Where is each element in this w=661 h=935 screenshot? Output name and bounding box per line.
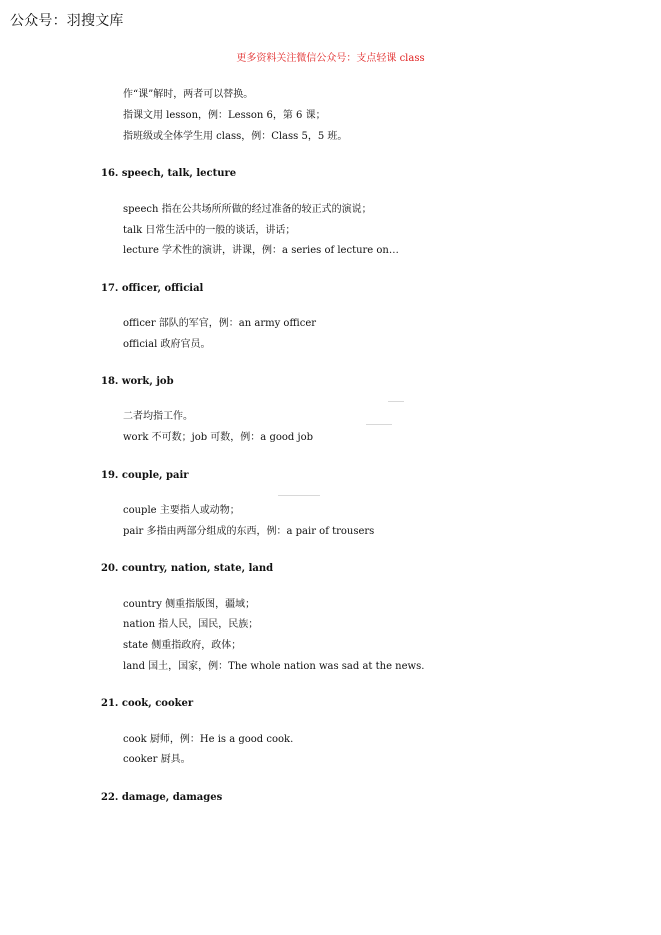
section-line: cooker 厨具。 — [123, 754, 191, 765]
section-line: country 侧重指版图，疆域； — [123, 599, 256, 610]
section-line: nation 指人民，国民，民族； — [123, 619, 259, 630]
section-line: state 侧重指政府，政体； — [123, 640, 242, 651]
section-line: lecture 学术性的演讲，讲课，例：a series of lecture on… — [123, 245, 399, 256]
section-line: speech 指在公共场所所做的经过准备的较正式的演说； — [123, 204, 372, 215]
header-promo: 更多资料关注微信公众号：支点轻课 class — [236, 53, 425, 64]
section-line: couple 主要指人或动物； — [123, 505, 240, 516]
section-heading: 20. country, nation, state, land — [101, 563, 274, 574]
section-line: 二者均指工作。 — [123, 411, 193, 422]
section-heading: 19. couple, pair — [101, 470, 189, 481]
section-line: officer 部队的军官，例：an army officer — [123, 318, 317, 329]
section-heading: 16. speech, talk, lecture — [101, 168, 237, 179]
scan-artifact — [278, 495, 320, 496]
section-line: pair 多指由两部分组成的东西，例：a pair of trousers — [123, 526, 375, 537]
section-line: land 国土，国家，例：The whole nation was sad at the news. — [123, 661, 425, 672]
scan-artifact — [388, 401, 404, 402]
section-heading: 21. cook, cooker — [101, 698, 194, 709]
section-heading: 22. damage, damages — [101, 792, 223, 803]
intro-line: 指课文用 lesson，例：Lesson 6，第 6 课； — [123, 110, 326, 121]
section-line: cook 厨师，例：He is a good cook. — [123, 734, 294, 745]
section-heading: 18. work, job — [101, 376, 174, 387]
intro-line: 指班级或全体学生用 class，例：Class 5，5 班。 — [123, 131, 348, 142]
section-line: work 不可数；job 可数，例：a good job — [123, 432, 313, 443]
intro-line: 作“课”解时，两者可以替换。 — [123, 89, 254, 100]
scan-artifact — [366, 424, 392, 425]
section-heading: 17. officer, official — [101, 283, 204, 294]
watermark-label: 公众号：羽搜文库 — [10, 13, 124, 29]
section-line: official 政府官员。 — [123, 339, 211, 350]
section-line: talk 日常生活中的一般的谈话，讲话； — [123, 225, 296, 236]
